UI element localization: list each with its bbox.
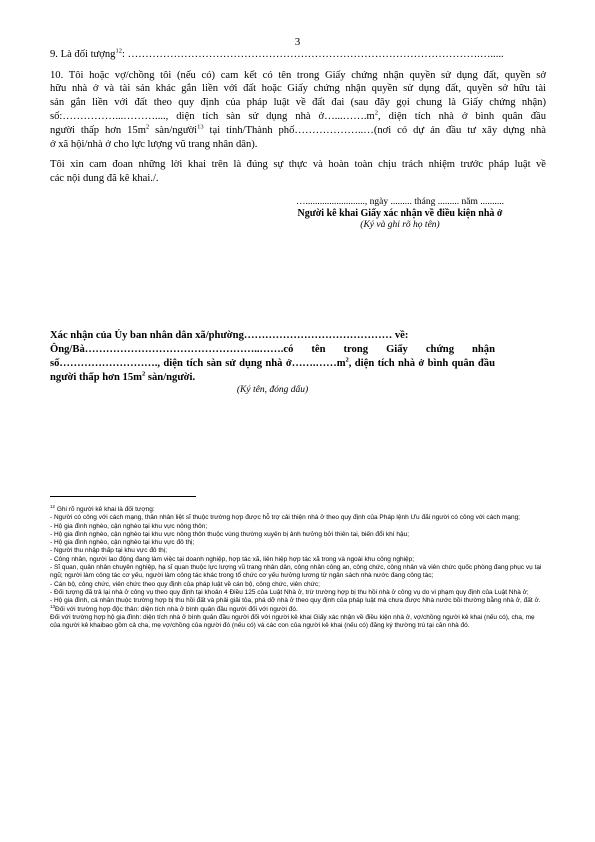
footnote-13-line-1 [50,603,545,614]
signature-note: (Ký và ghi rõ họ tên) [360,220,440,230]
footnote-12-number: 12 [50,503,56,509]
signature-title: Người kê khai Giấy xác nhận về điều kiện nhà ở [297,208,503,219]
footnote-12-item: - Đối tượng đã trả lại nhà ở công vụ theo quy định tại khoản 4 Điều 125 của Luật Nhà ở, trừ trường hợp bị thu hồi nhà ở công vụ do vi phạm quy định của Luật Nhà ở; [50,588,529,596]
item-10-line-1: 10. Tôi hoặc vợ/chồng tôi (nếu có) cam kết có tên trong Giấy chứng nhận quyền sử dụng đất, quyền sở [50,70,546,81]
footnote-13-text: Đối với trường hợp độc thân: diện tích nhà ở bình quân đầu người đối với người đó. [55,605,298,613]
confirmation-line-1: Xác nhận của Ủy ban nhân dân xã/phường…………………………………… về: [50,330,409,341]
unit-sup: 2 [345,356,349,364]
declaration-line-2: các nội dung đã kê khai./. [50,173,159,184]
confirmation-line-3-a: số………………………., diện tích sàn sử dụng nhà ở…….……m [50,358,346,369]
footnote-ref-13: 13 [197,123,204,131]
footnote-12-item: - Người thu nhập thấp tại khu vực đô thị; [50,547,168,555]
unit-sup: 2 [141,370,146,378]
footnote-12-item: - Người có công với cách mạng, thân nhân liệt sĩ thuộc trường hợp được hỗ trợ cải thiện nhà ở theo quy định của Pháp lệnh Ưu đãi người có công với cách mạng; [50,514,520,522]
item-10-line-4-a: số:……………...………...., diện tích sàn sử dụng nhà ở…...…….m [50,111,375,122]
item-10-line-4 [50,110,546,123]
item-9-dots: : ……………………………………………………………………………………….…..... [121,49,504,60]
declaration-line-1: Tôi xin cam đoan những lời khai trên là đúng sự thực và hoàn toàn chịu trách nhiệm trước pháp luật về [50,159,546,170]
footnote-12-title-text: Ghi rõ người kê khai là đối tượng: [56,506,155,513]
footnote-divider [50,496,196,497]
footnote-12-item: - Sĩ quan, quân nhân chuyên nghiệp, hạ sĩ quan thuộc lực lượng vũ trang nhân dân, công nhân công an, công chức, công nhân và viên chức quốc phòng đang phục vụ tại ngũ; người làm công tác cơ yếu, người làm công tác khác trong tổ chức cơ yếu hưởng lương từ ngân sách nhà nước đang công tác; [50,564,542,580]
item-10-line-5-a: người thấp hơn 15m [50,125,146,136]
footnotes [50,503,545,630]
item-9 [50,48,504,61]
footnote-12-item: - Hộ gia đình nghèo, cận nghèo tại khu vực nông thôn; [50,522,208,530]
item-10-line-3: sản gắn liền với đất theo quy định của pháp luật về đất đai (sau đây gọi chung là Giấy chứng nhận) [50,97,546,108]
confirmation-line-4-b: sàn/người. [145,372,196,383]
footnote-12-item: - Hộ gia đình nghèo, cận nghèo tại khu vực nông thôn thuộc vùng thường xuyên bị ảnh hưởng bởi thiên tai, biến đổi khí hậu; [50,530,410,538]
footnote-12-item: - Cán bộ, công chức, viên chức theo quy định của pháp luật về cán bộ, công chức, viên chức; [50,580,320,588]
confirmation-line-3 [50,357,495,371]
footnote-12-item: - Công nhân, người lao động đang làm việc tại doanh nghiệp, hợp tác xã, liên hiệp hợp tác xã trong và ngoài khu công nghiệp; [50,555,415,563]
footnote-12-item: - Hộ gia đình, cá nhân thuộc trường hợp bị thu hồi đất và phải giải tỏa, phá dỡ nhà ở theo quy định của pháp luật mà chưa được Nhà nước bồi thường bằng nhà ở, đất ở. [50,597,541,605]
item-9-label: 9. Là đối tượng [50,49,116,60]
footnote-13-line-2: Đối với trường hợp hộ gia đình: diện tích nhà ở bình quân đầu người đối với người kê khai Giấy xác nhận về điều kiện nhà ở, vợ/chồng người kê khai (nếu có), cha, mẹ của người kê khaibao gồm cả cha, mẹ vợ/chồng của người đó (nếu có) và các con của người kê khai (nếu có) đăng ký thường trú tại căn nhà đó. [50,613,535,630]
footnote-12-item: - Hộ gia đình nghèo, cận nghèo tại khu vực đô thị; [50,539,195,547]
footnote-ref-12: 12 [115,47,122,55]
confirmation-line-3-b: , diện tích nhà ở bình quân đầu [348,358,495,369]
footnote-13-number: 13 [50,603,56,609]
item-10-line-2: hữu nhà ở và tài sản khác gắn liền với đất hoặc Giấy chứng nhận quyền sử dụng đất, quyền sở hữu tài [50,83,546,94]
confirmation-line-2: Ông/Bà…………………………………………..…….có tên trong Giấy chứng nhận [50,344,495,355]
item-10-line-4-b: , diện tích nhà ở bình quân đầu [377,111,546,122]
confirmation-line-4-a: người thấp hơn 15m [50,372,142,383]
confirmation-sign-note: (Ký tên, đóng dấu) [236,385,309,395]
page-number: 3 [294,36,301,48]
item-10-line-6: ở xã hội/nhà ở cho lực lượng vũ trang nhân dân). [50,139,258,150]
unit-sup: 2 [374,109,378,117]
item-10-line-5-c: tại tỉnh/Thành phố………………..…(nơi có dự án đầu tư xây dựng nhà [203,125,546,136]
confirmation-line-4 [50,371,495,385]
item-10-line-5 [50,124,546,137]
signature-date: …........................., ngày ......... tháng ......... năm .......... [296,197,504,207]
unit-sup: 2 [145,123,150,131]
item-10-line-5-b: sàn/người [149,125,198,136]
